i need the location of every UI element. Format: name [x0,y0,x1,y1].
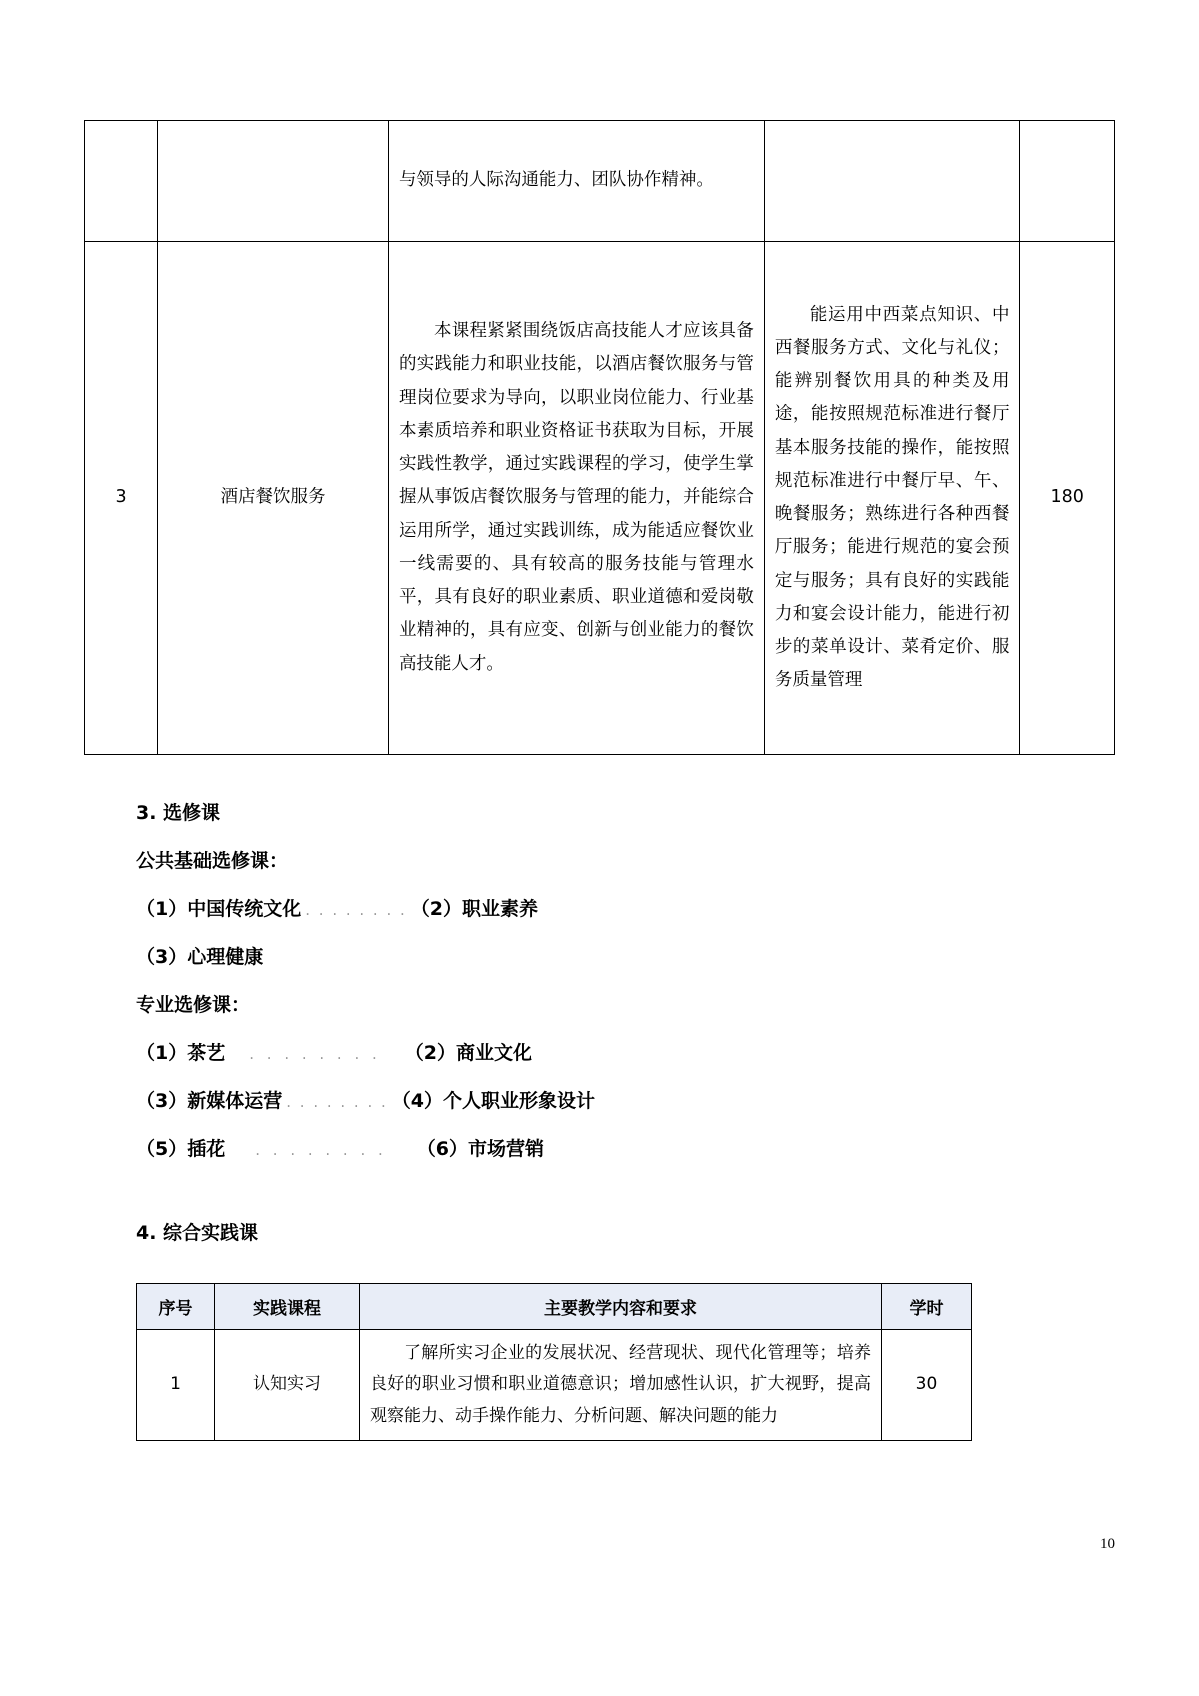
cell-hours: 30 [882,1330,972,1441]
item-text: 茶艺 [187,1042,226,1064]
cell-hours: 180 [1020,242,1115,755]
item-text: 市场营销 [468,1138,545,1160]
practice-course-table [136,1283,972,1441]
table-row [137,1330,972,1441]
item-text: 插花 [187,1138,226,1160]
major-elective-row-3 [136,1134,544,1161]
header-no: 序号 [137,1284,215,1330]
table-row [85,242,1115,755]
cell-no: 1 [137,1330,215,1441]
item-num: （2） [404,1042,457,1064]
table-row [85,121,1115,242]
item-num: （4） [391,1090,444,1112]
header-content: 主要教学内容和要求 [360,1284,882,1330]
item-text: 个人职业形象设计 [443,1090,596,1112]
page-number: 10 [1100,1536,1115,1552]
public-elective-row-2 [136,942,263,969]
item-num: （6） [416,1138,469,1160]
cell-description: 了解所实习企业的发展状况、经营现状、现代化管理等；培养良好的职业习惯和职业道德意识；增加感性认识，扩大视野，提高观察能力、动手操作能力、分析问题、解决问题的能力 [360,1330,882,1441]
item-text: 商业文化 [456,1042,533,1064]
item-text: 心理健康 [187,946,264,968]
item-num: （3） [136,1090,188,1112]
header-hours: 学时 [882,1284,972,1330]
core-course-table [84,120,1115,755]
dot-leader: . . . . . . . . [255,1141,387,1159]
cell-no [85,121,158,242]
dot-leader: . . . . . . . . [249,1045,381,1063]
major-elective-row-1 [136,1038,532,1065]
cell-course-name [158,121,389,242]
public-elective-row-1 [136,894,538,921]
item-num: （1） [136,898,188,920]
header-course: 实践课程 [215,1284,360,1330]
cell-description: 本课程紧紧围绕饭店高技能人才应该具备的实践能力和职业技能，以酒店餐饮服务与管理岗位要求为导向，以职业岗位能力、行业基本素质培养和职业资格证书获取为目标，开展实践性教学，通过实践课程的学习，使学生掌握从事饭店餐饮服务与管理的能力，并能综合运用所学，通过实践训练，成为能适应餐饮业一线需要的、具有较高的服务技能与管理水平，具有良好的职业素质、职业道德和爱岗敬业精神的，具有应变、创新与创业能力的餐饮高技能人才。 [388,242,764,755]
major-elective-row-2 [136,1086,595,1113]
item-num: （3） [136,946,188,968]
item-num: （1） [136,1042,188,1064]
cell-description: 与领导的人际沟通能力、团队协作精神。 [388,121,764,242]
item-text: 新媒体运营 [187,1090,283,1112]
item-num: （5） [136,1138,188,1160]
heading-practice-courses: 4. 综合实践课 [136,1222,259,1244]
cell-hours [1020,121,1115,242]
item-num: （2） [410,898,463,920]
dot-leader: . . . . . . . . [305,901,407,919]
label-major-elective: 专业选修课： [136,994,251,1016]
item-text: 职业素养 [462,898,539,920]
label-public-elective: 公共基础选修课： [136,850,289,872]
heading-elective-courses: 3. 选修课 [136,802,221,824]
cell-no: 3 [85,242,158,755]
dot-leader: . . . . . . . . [286,1093,388,1111]
item-text: 中国传统文化 [187,898,302,920]
cell-course-name: 认知实习 [215,1330,360,1441]
cell-course-name: 酒店餐饮服务 [158,242,389,755]
cell-requirement: 能运用中西菜点知识、中西餐服务方式、文化与礼仪；能辨别餐饮用具的种类及用途，能按照规范标准进行餐厅基本服务技能的操作，能按照规范标准进行中餐厅早、午、晚餐服务；熟练进行各种西餐厅服务；能进行规范的宴会预定与服务；具有良好的实践能力和宴会设计能力，能进行初步的菜单设计、菜肴定价、服务质量管理 [764,242,1020,755]
table-header-row [137,1284,972,1330]
cell-requirement [764,121,1020,242]
